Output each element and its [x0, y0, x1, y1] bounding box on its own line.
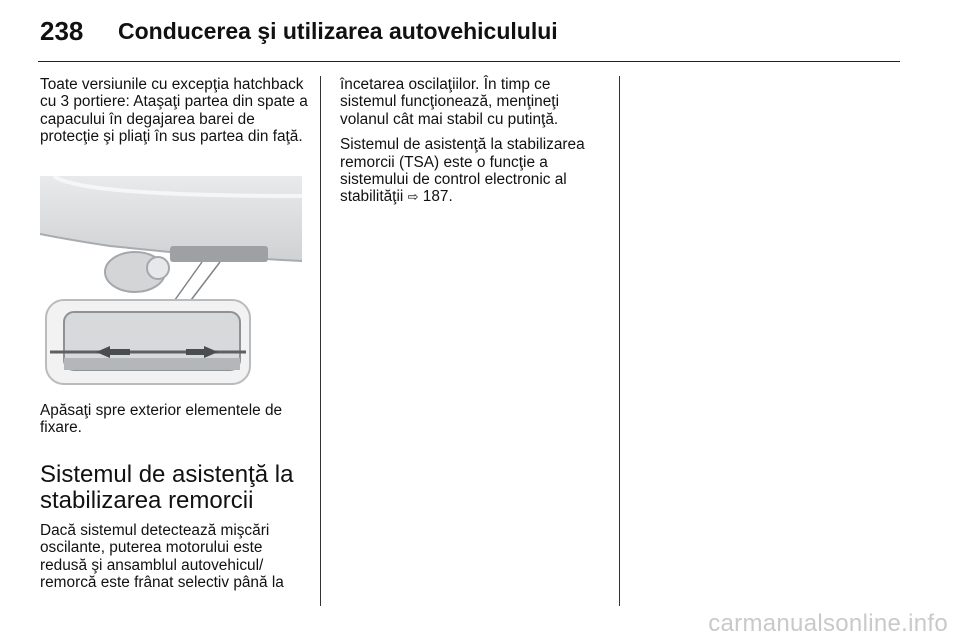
- column-divider: [619, 76, 620, 606]
- tsa-description: Sistemul de asistenţă la stabilizarea remorcii (TSA) este o funcţie a sistemului de control electronic al stabilităţii: [340, 136, 585, 206]
- column-divider: [320, 76, 321, 606]
- instruction-paragraph: Apăsaţi spre exterior elementele de fixare.: [40, 402, 283, 437]
- body-paragraph: [340, 136, 606, 207]
- left-column: [40, 76, 308, 146]
- instruction-paragraph: Toate versiunile cu excepţia hatchback cu 3 portiere: Ataşaţi partea din spate a capacului în degajarea barei de protecţie şi pliaţi în sus partea din faţă.: [40, 76, 308, 146]
- body-paragraph: Dacă sistemul detectează mişcări oscilante, puterea motorului este redusă şi ansamblul autovehicul/ remorcă este frânat selectiv până la: [40, 521, 284, 592]
- watermark: carmanualsonline.info: [708, 610, 948, 637]
- left-column-lower: [40, 402, 308, 591]
- chapter-title: Conducerea şi utilizarea autovehiculului: [118, 18, 558, 44]
- header-divider: [38, 61, 900, 62]
- page-header: [40, 10, 920, 60]
- page-reference[interactable]: 187.: [422, 188, 453, 206]
- body-paragraph: încetarea oscilaţiilor. În timp ce sistemul funcţionează, menţineţi volanul cât mai stabil cu putinţă.: [340, 76, 560, 128]
- bumper-cover-illustration: [40, 176, 302, 386]
- bumper-cover-drawing: [40, 176, 302, 386]
- page-number: 238: [40, 16, 84, 46]
- page-reference-arrow-icon: ⇨: [407, 190, 419, 206]
- section-heading: Sistemul de asistenţă la stabilizarea remorcii: [40, 460, 294, 514]
- right-column: [340, 76, 606, 207]
